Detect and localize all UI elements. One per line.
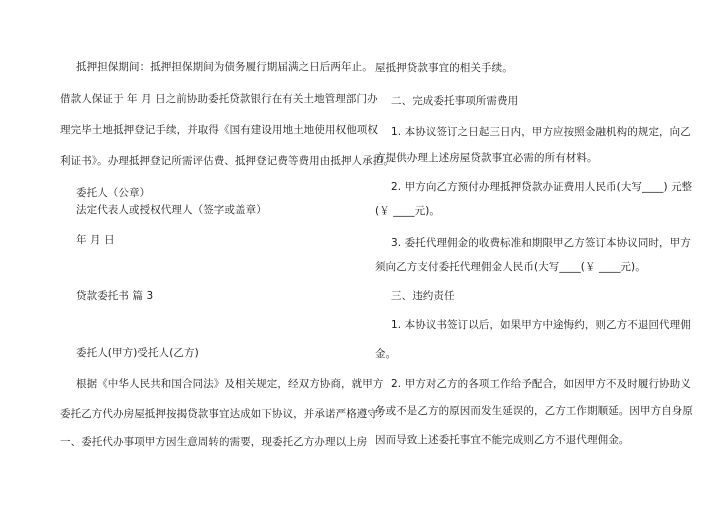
paragraph-liability-2-line3: 因而导致上述委托事宜不能完成则乙方不退代理佣金。	[375, 434, 630, 446]
paragraph-borrower-guarantee-line3: 利证书》。办理抵押登记所需评估费、抵押登记费等费用由抵押人承担。	[60, 155, 394, 167]
paragraph-liability-1-line2: 金。	[375, 348, 397, 360]
legal-representative-line: 法定代表人或授权代理人（签字或盖章）	[76, 204, 267, 216]
section-heading-fees: 二、完成委托事项所需费用	[391, 95, 519, 107]
paragraph-liability-2-line1: 2. 甲方对乙方的各项工作给予配合，如因甲方不及时履行协助义	[391, 378, 691, 390]
principal-seal-line: 委托人（公章）	[76, 187, 151, 199]
date-line: 年 月 日	[76, 234, 115, 246]
paragraph-fee-3-line2: 须向乙方支付委托代理佣金人民币(大写____(￥ ____元)。	[375, 261, 646, 273]
paragraph-fee-3-line1: 3. 委托代理佣金的收费标准和期限甲乙方签订本协议同时，甲方	[391, 237, 691, 249]
section-heading-liability: 三、违约责任	[391, 290, 455, 302]
paragraph-mortgage-period: 抵押担保期间：抵押担保期间为债务履行期届满之日后两年止。	[76, 61, 373, 73]
paragraph-entrusted-matters: 一、委托代办事项甲方因生意周转的需要，现委托乙方办理以上房	[60, 436, 368, 448]
paragraph-borrower-guarantee-line1: 借款人保证于 年 月 日之前协助委托贷款银行在有关土地管理部门办	[60, 93, 378, 105]
paragraph-fee-1-line1: 1. 本协议签订之日起三日内，甲方应按照金融机构的规定，向乙	[391, 126, 691, 138]
paragraph-fee-1-line2: 方提供办理上述房屋贷款事宜必需的所有材料。	[375, 152, 598, 164]
section-heading-3: 贷款委托书 篇 3	[76, 290, 154, 302]
paragraph-fee-2-line2: (￥ ____元)。	[375, 205, 441, 217]
paragraph-basis-line1: 根据《中华人民共和国合同法》及相关规定，经双方协商，就甲方	[76, 378, 384, 390]
paragraph-liability-2-line2: 务或不是乙方的原因而发生延误的，乙方工作期顺延。因甲方自身原	[375, 405, 693, 417]
paragraph-fee-2-line1: 2. 甲方向乙方预付办理抵押贷款办证费用人民币(大写____) 元整	[391, 181, 693, 193]
paragraph-entrusted-matters-cont: 屋抵押贷款事宜的相关手续。	[375, 62, 513, 74]
paragraph-borrower-guarantee-line2: 理完毕土地抵押登记手续，并取得《国有建设用地土地使用权他项权	[60, 124, 378, 136]
parties-line: 委托人(甲方)受托人(乙方)	[76, 347, 199, 359]
paragraph-basis-line2: 委托乙方代办房屋抵押按揭贷款事宜达成如下协议，并承诺严格遵守：	[60, 408, 389, 420]
paragraph-liability-1-line1: 1. 本协议书签订以后，如果甲方中途悔约，则乙方不退回代理佣	[391, 319, 691, 331]
